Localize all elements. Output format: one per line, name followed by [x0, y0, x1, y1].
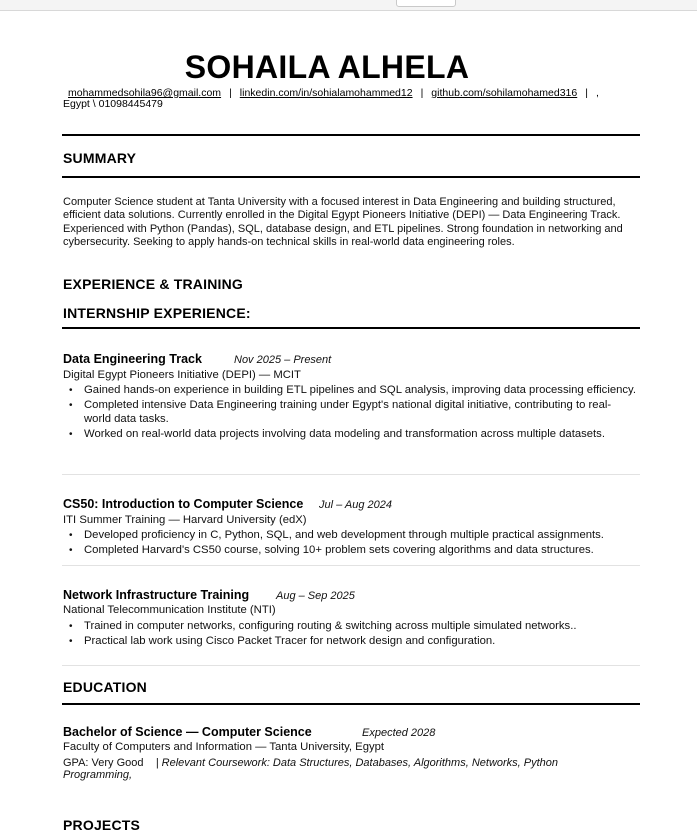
bullet-item: • Worked on real-world data projects involving data modeling and transformation across multiple datasets.: [63, 428, 638, 442]
gpa: GPA: Very Good: [63, 757, 144, 769]
degree-title: Bachelor of Science — Computer Science: [63, 725, 312, 739]
entry-bullets: [63, 384, 638, 443]
divider: [62, 565, 640, 566]
experience-heading: EXPERIENCE & TRAINING: [63, 276, 243, 292]
divider: [62, 134, 640, 136]
resume-page: [0, 11, 697, 835]
linkedin-link[interactable]: linkedin.com/in/sohialamohammed12: [239, 87, 413, 99]
email-link[interactable]: mohammedsohila96@gmail.com: [68, 87, 222, 99]
viewer-top-bar: [0, 0, 697, 11]
divider: [62, 176, 640, 178]
separator: |: [585, 87, 588, 99]
entry-title: Network Infrastructure Training: [63, 588, 250, 602]
separator: |: [229, 87, 232, 99]
relevant-coursework: | Relevant Coursework: Data Structures, Databases, Algorithms, Networks, Python Programming,: [63, 757, 559, 781]
contact-line: [63, 88, 643, 110]
bullet-item: • Gained hands-on experience in building ETL pipelines and SQL analysis, improving data processing efficiency.: [63, 384, 638, 398]
candidate-name: SOHAILA ALHELA: [184, 49, 470, 85]
summary-text: Computer Science student at Tanta University with a focused interest in Data Engineering and building structured, efficient data solutions. Currently enrolled in the Digital Egypt Pioneers Initiative (DEPI) — Data Engineering Track. Experienced with Python (Pandas), SQL, database design, and ETL pipelines. Strong foundation in networking and cybersecurity. Seeking to apply hands-on technical skills in real-world data engineering roles.: [63, 196, 623, 249]
bullet-item: • Developed proficiency in C, Python, SQL, and web development through multiple practical assignments.: [63, 529, 638, 543]
trailing-comma: ,: [595, 87, 599, 99]
entry-date: Nov 2025 – Present: [234, 354, 332, 366]
gpa-coursework: [63, 757, 608, 781]
divider: [62, 665, 640, 666]
bullet-item: • Completed Harvard's CS50 course, solving 10+ problem sets covering algorithms and data structures.: [63, 544, 638, 558]
projects-heading: PROJECTS: [63, 817, 141, 833]
entry-organization: National Telecommunication Institute (NTI): [63, 604, 276, 616]
bullet-item: • Trained in computer networks, configuring routing & switching across multiple simulated networks..: [63, 620, 638, 634]
divider: [62, 474, 640, 475]
entry-organization: ITI Summer Training — Harvard University (edX): [63, 514, 307, 526]
education-heading: EDUCATION: [63, 679, 147, 695]
divider: [62, 703, 640, 705]
entry-organization: Digital Egypt Pioneers Initiative (DEPI) — MCIT: [63, 369, 301, 381]
entry-title: CS50: Introduction to Computer Science: [63, 497, 304, 511]
degree-date: Expected 2028: [362, 727, 436, 739]
divider: [62, 327, 640, 329]
github-link[interactable]: github.com/sohilamohamed316: [431, 87, 578, 99]
viewer-toolbar-tab[interactable]: [396, 0, 456, 7]
summary-heading: SUMMARY: [63, 150, 137, 166]
entry-date: Jul – Aug 2024: [319, 499, 392, 511]
entry-bullets: [63, 529, 638, 559]
location-phone: Egypt \ 01098445479: [63, 98, 163, 110]
bullet-item: • Completed intensive Data Engineering training under Egypt's national digital initiative, contributing to real-world data tasks.: [63, 399, 638, 426]
entry-title: Data Engineering Track: [63, 352, 202, 366]
separator: |: [420, 87, 424, 99]
bullet-item: • Practical lab work using Cisco Packet Tracer for network design and configuration.: [63, 635, 638, 649]
school-name: Faculty of Computers and Information — Tanta University, Egypt: [63, 741, 385, 753]
entry-bullets: [63, 620, 638, 650]
internship-heading: INTERNSHIP EXPERIENCE:: [63, 305, 251, 321]
entry-date: Aug – Sep 2025: [276, 590, 355, 602]
